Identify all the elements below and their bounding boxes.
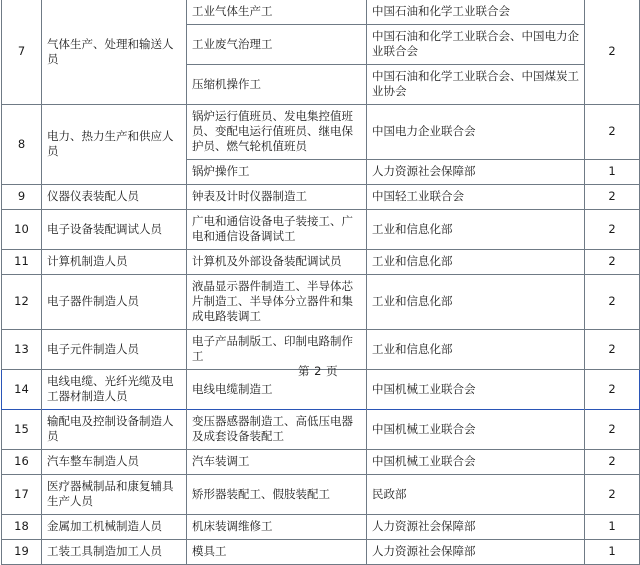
job-name: 矫形器装配工、假肢装配工 xyxy=(187,475,367,515)
row-number: 16 xyxy=(2,450,42,475)
organization-name: 人力资源社会保障部 xyxy=(367,160,585,185)
table-row xyxy=(2,250,640,275)
job-name: 机床装调维修工 xyxy=(187,515,367,540)
organization-name: 中国机械工业联合会 xyxy=(367,370,585,410)
job-name: 锅炉操作工 xyxy=(187,160,367,185)
table-row-highlighted xyxy=(2,370,640,410)
row-number: 18 xyxy=(2,515,42,540)
organization-name: 工业和信息化部 xyxy=(367,330,585,370)
row-number: 9 xyxy=(2,185,42,210)
level-value: 2 xyxy=(585,275,640,330)
organization-name: 中国机械工业联合会 xyxy=(367,410,585,450)
level-value: 2 xyxy=(585,0,640,105)
occupation-name: 金属加工机械制造人员 xyxy=(42,515,187,540)
level-value: 2 xyxy=(585,105,640,160)
job-name: 钟表及计时仪器制造工 xyxy=(187,185,367,210)
occupation-name: 电线电缆、光纤光缆及电工器材制造人员 xyxy=(42,370,187,410)
organization-name: 中国石油和化学工业联合会、中国煤炭工业协会 xyxy=(367,65,585,105)
row-number: 11 xyxy=(2,250,42,275)
row-number: 7 xyxy=(2,0,42,105)
organization-name: 中国石油和化学工业联合会、中国电力企业联合会 xyxy=(367,25,585,65)
table-row xyxy=(2,210,640,250)
table-row xyxy=(2,450,640,475)
job-name: 电子产品制版工、印制电路制作工 xyxy=(187,330,367,370)
level-value: 2 xyxy=(585,330,640,370)
organization-name: 人力资源社会保障部 xyxy=(367,540,585,565)
occupation-name: 仪器仪表装配人员 xyxy=(42,185,187,210)
level-value: 2 xyxy=(585,185,640,210)
job-name: 广电和通信设备电子装接工、广电和通信设备调试工 xyxy=(187,210,367,250)
occupation-name: 电子设备装配调试人员 xyxy=(42,210,187,250)
job-name: 工业废气治理工 xyxy=(187,25,367,65)
occupation-name: 电子器件制造人员 xyxy=(42,275,187,330)
level-value: 2 xyxy=(585,210,640,250)
level-value: 2 xyxy=(585,450,640,475)
row-number: 10 xyxy=(2,210,42,250)
job-name: 电线电缆制造工 xyxy=(187,370,367,410)
row-number: 15 xyxy=(2,410,42,450)
job-name: 压缩机操作工 xyxy=(187,65,367,105)
occupation-name: 汽车整车制造人员 xyxy=(42,450,187,475)
occupation-name: 气体生产、处理和输送人员 xyxy=(42,0,187,105)
table-row xyxy=(2,105,640,160)
page-number-marker: 第 2 页 xyxy=(298,364,339,378)
row-number: 12 xyxy=(2,275,42,330)
organization-name: 工业和信息化部 xyxy=(367,210,585,250)
table-row xyxy=(2,410,640,450)
table-row xyxy=(2,0,640,25)
occupation-name: 电子元件制造人员 xyxy=(42,330,187,370)
organization-name: 工业和信息化部 xyxy=(367,275,585,330)
occupation-name: 电力、热力生产和供应人员 xyxy=(42,105,187,185)
job-name: 模具工 xyxy=(187,540,367,565)
table-row xyxy=(2,515,640,540)
table-row xyxy=(2,275,640,330)
job-name: 计算机及外部设备装配调试员 xyxy=(187,250,367,275)
level-value: 2 xyxy=(585,475,640,515)
row-number: 17 xyxy=(2,475,42,515)
occupation-name: 输配电及控制设备制造人员 xyxy=(42,410,187,450)
table-row xyxy=(2,185,640,210)
organization-name: 中国电力企业联合会 xyxy=(367,105,585,160)
job-name: 锅炉运行值班员、发电集控值班员、变配电运行值班员、继电保护员、燃气轮机值班员 xyxy=(187,105,367,160)
level-value: 1 xyxy=(585,160,640,185)
row-number: 8 xyxy=(2,105,42,185)
table-row xyxy=(2,330,640,370)
occupation-catalog-table xyxy=(1,0,640,565)
level-value: 1 xyxy=(585,540,640,565)
level-value: 1 xyxy=(585,515,640,540)
job-name: 液晶显示器件制造工、半导体芯片制造工、半导体分立器件和集成电路装调工 xyxy=(187,275,367,330)
job-name: 工业气体生产工 xyxy=(187,0,367,25)
organization-name: 民政部 xyxy=(367,475,585,515)
organization-name: 中国石油和化学工业联合会 xyxy=(367,0,585,25)
level-value: 2 xyxy=(585,370,640,410)
row-number: 14 xyxy=(2,370,42,410)
job-name: 汽车装调工 xyxy=(187,450,367,475)
occupation-name: 医疗器械制品和康复辅具生产人员 xyxy=(42,475,187,515)
row-number: 13 xyxy=(2,330,42,370)
organization-name: 人力资源社会保障部 xyxy=(367,515,585,540)
occupation-name: 工装工具制造加工人员 xyxy=(42,540,187,565)
organization-name: 中国轻工业联合会 xyxy=(367,185,585,210)
level-value: 2 xyxy=(585,410,640,450)
table-row xyxy=(2,475,640,515)
level-value: 2 xyxy=(585,250,640,275)
table-row xyxy=(2,540,640,565)
job-name: 变压器感器制造工、高低压电器及成套设备装配工 xyxy=(187,410,367,450)
row-number: 19 xyxy=(2,540,42,565)
occupation-name: 计算机制造人员 xyxy=(42,250,187,275)
organization-name: 工业和信息化部 xyxy=(367,250,585,275)
organization-name: 中国机械工业联合会 xyxy=(367,450,585,475)
